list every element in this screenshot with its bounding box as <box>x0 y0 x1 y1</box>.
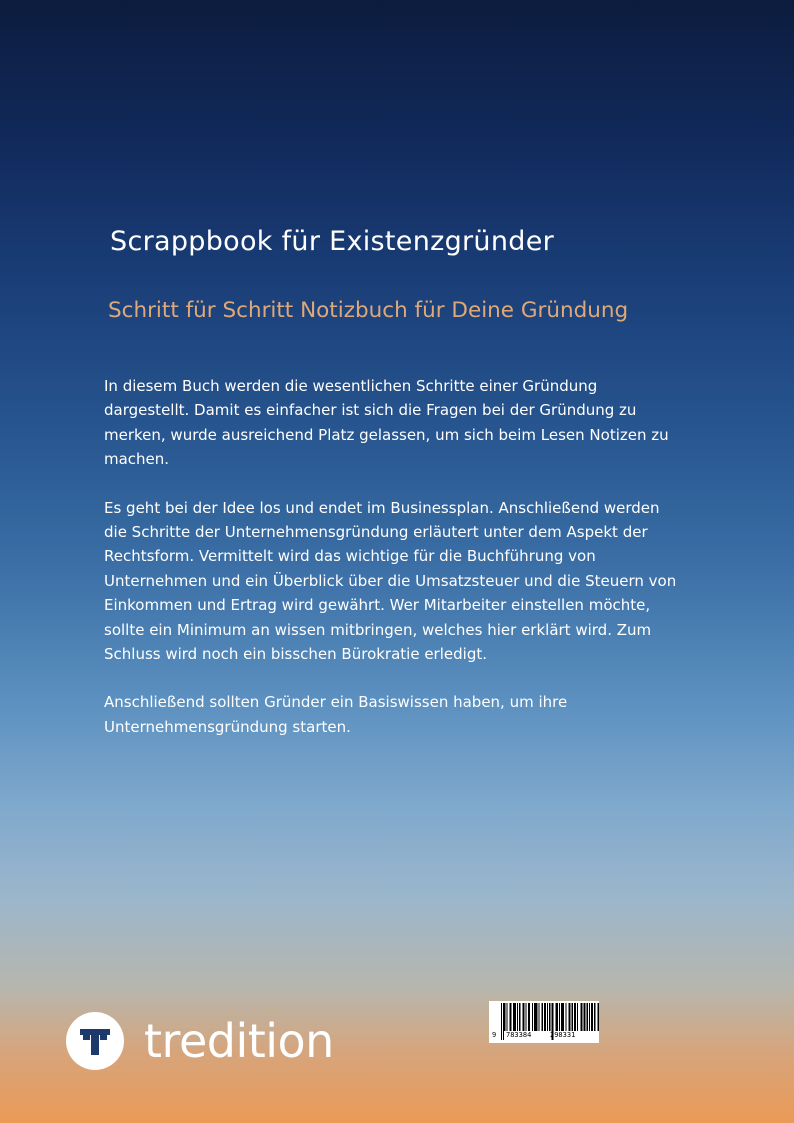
barcode-bar <box>572 1003 574 1031</box>
barcode-bar <box>594 1003 596 1031</box>
barcode-bar <box>511 1003 512 1031</box>
barcode-bar <box>581 1003 582 1031</box>
barcode-bar <box>526 1003 527 1031</box>
barcode-bar <box>585 1003 586 1031</box>
barcode-bar <box>529 1003 530 1031</box>
blurb-paragraph: In diesem Buch werden die wesentlichen Schritte einer Gründung dargestellt. Damit es einfacher ist sich die Fragen bei der Gründung zu merken, wurde ausreichend Platz gelassen, um sich beim Lesen Notizen zu machen. <box>104 377 669 469</box>
barcode-bar <box>556 1003 557 1031</box>
barcode-bar <box>542 1003 544 1031</box>
barcode-bar <box>598 1003 599 1031</box>
barcode-bar <box>536 1003 537 1031</box>
barcode-bar <box>534 1003 536 1031</box>
barcode-bar <box>561 1003 562 1031</box>
blurb-text <box>104 374 704 763</box>
barcode-digit-prefix: 9 <box>492 1031 497 1039</box>
barcode-bar <box>510 1003 511 1031</box>
barcode-bar <box>514 1003 515 1031</box>
barcode-bar <box>599 1003 600 1031</box>
blurb-paragraph: Es geht bei der Idee los und endet im Businessplan. Anschließend werden die Schritte der Unternehmensgründung erläutert unter dem Aspekt der Rechtsform. Vermittelt wird das wichtige für die Buchführung von Unternehmen und ein Überblick über die Umsatzsteuer und die Steuern von Einkommen und Ertrag wird gewährt. Wer Mitarbeiter einstellen möchte, sollte ein Minimum an wissen mitbringen, welches hier erklärt wird. Zum Schluss wird noch ein bisschen Bürokratie erledigt. <box>104 498 677 664</box>
barcode-bar <box>515 1003 516 1031</box>
blurb-paragraph: Anschließend sollten Gründer ein Basiswissen haben, um ihre Unternehmensgründung starten. <box>104 693 568 736</box>
barcode-bar <box>507 1003 508 1031</box>
barcode-bar <box>557 1003 559 1031</box>
tredition-t-icon <box>66 1012 124 1070</box>
barcode-bar <box>537 1003 538 1031</box>
barcode-bar <box>504 1003 506 1031</box>
publisher-name: tredition <box>144 1014 334 1068</box>
barcode-bar <box>562 1003 563 1031</box>
barcode-digit-group-right: 298331 <box>550 1031 576 1039</box>
barcode-bar <box>570 1003 571 1031</box>
barcode-bar <box>584 1003 585 1031</box>
barcode-bar <box>591 1003 592 1031</box>
barcode-bar <box>577 1003 578 1031</box>
book-title: Scrappbook für Existenzgründer <box>110 226 555 257</box>
barcode-digits <box>489 1031 599 1041</box>
barcode-bar <box>549 1003 551 1031</box>
barcode-bar <box>517 1003 518 1031</box>
barcode-bar <box>569 1003 570 1031</box>
barcode-bar <box>587 1003 589 1031</box>
isbn-barcode <box>489 1001 599 1043</box>
barcode-bar <box>524 1003 525 1031</box>
barcode-bar <box>582 1003 583 1031</box>
publisher-logo <box>66 1012 334 1070</box>
barcode-bar <box>566 1003 567 1031</box>
barcode-bar <box>547 1003 548 1031</box>
barcode-digit-group-left: 783384 <box>506 1031 532 1039</box>
barcode-bar <box>539 1003 540 1031</box>
barcode-bar <box>528 1003 529 1031</box>
barcode-bar <box>523 1003 524 1031</box>
barcode-bar <box>589 1003 590 1031</box>
barcode-bar <box>574 1003 575 1031</box>
barcode-bar <box>532 1003 533 1031</box>
barcode-bar <box>575 1003 576 1031</box>
barcode-bar <box>545 1003 546 1031</box>
barcode-bar <box>559 1003 560 1031</box>
barcode-bar <box>592 1003 593 1031</box>
barcode-bar <box>563 1003 564 1031</box>
barcode-bar <box>519 1003 521 1031</box>
barcode-bar <box>513 1003 514 1031</box>
book-subtitle: Schritt für Schritt Notizbuch für Deine Gründung <box>108 298 629 323</box>
barcode-bar <box>544 1003 545 1031</box>
